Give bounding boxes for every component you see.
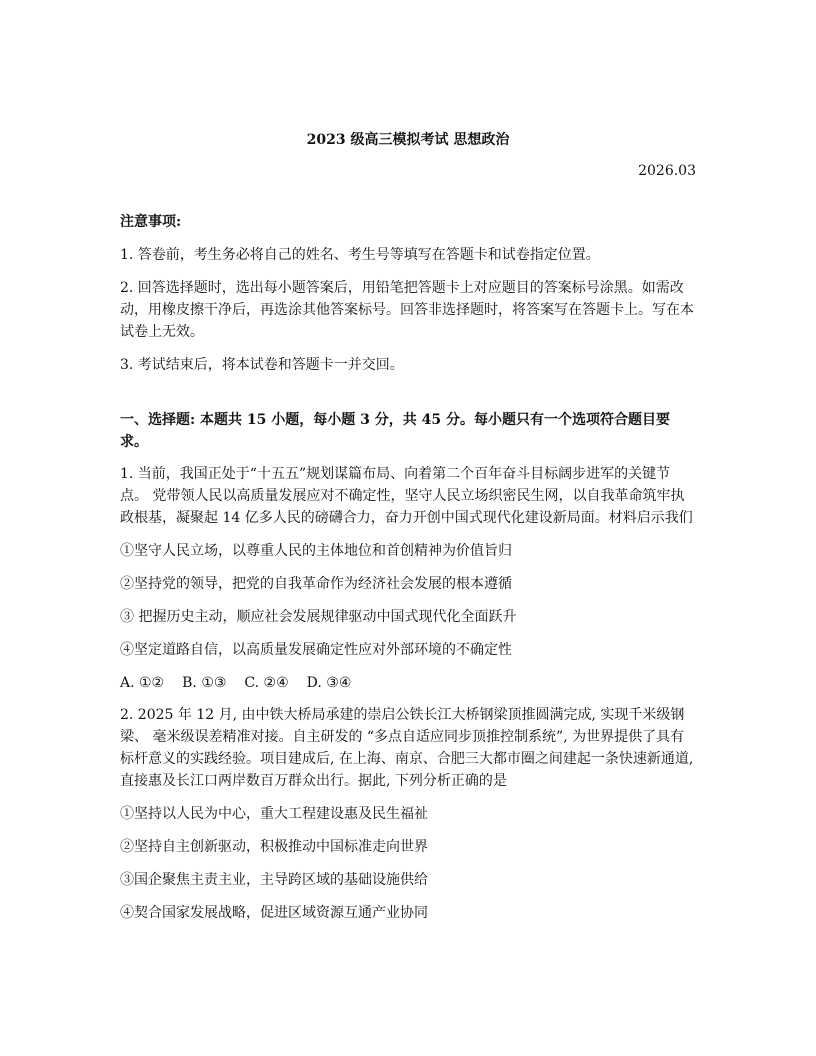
- notice-item-2: 2. 回答选择题时，选出每小题答案后，用铅笔把答题卡上对应题目的答案标号涂黑。如需改动，用橡皮擦干净后，再选涂其他答案标号。回答非选择题时，将答案写在答题卡上。写在本试卷上无效。: [120, 280, 694, 340]
- notice-heading: 注意事项:: [120, 214, 182, 230]
- question-1-option-1: ①坚守人民立场，以尊重人民的主体地位和首创精神为价值旨归: [120, 543, 512, 559]
- choice-d: D. ③④: [306, 675, 352, 691]
- question-2-option-4: ④契合国家发展战略，促进区域资源互通产业协同: [120, 905, 428, 921]
- question-1-option-3: ③ 把握历史主动，顺应社会发展规律驱动中国式现代化全面跃升: [120, 609, 517, 625]
- choice-c: C. ②④: [244, 675, 289, 691]
- question-2-option-1: ①坚持以人民为中心，重大工程建设惠及民生福祉: [120, 806, 428, 822]
- exam-title: 2023 级高三模拟考试 思想政治: [306, 132, 510, 148]
- notice-item-1: 1. 答卷前，考生务必将自己的姓名、考生号等填写在答题卡和试卷指定位置。: [120, 247, 600, 263]
- choice-a: A. ①②: [120, 675, 165, 691]
- question-1-option-4: ④坚定道路自信，以高质量发展确定性应对外部环境的不确定性: [120, 642, 512, 658]
- exam-body: [120, 211, 696, 935]
- question-2-option-3: ③国企聚焦主责主业，主导跨区域的基础设施供给: [120, 872, 428, 888]
- question-1-option-2: ②坚持党的领导，把党的自我革命作为经济社会发展的根本遵循: [120, 576, 512, 592]
- question-1-stem: 1. 当前，我国正处于“十五五”规划谋篇布局、向着第二个百年奋斗目标阔步进军的关键节点。 党带领人民以高质量发展应对不确定性，坚守人民立场织密民生网，以自我革命筑牢执政根基，凝聚起 14 亿多人民的磅礴合力，奋力开创中国式现代化建设新局面。材料启示我们: [120, 466, 693, 526]
- notice-item-3: 3. 考试结束后，将本试卷和答题卡一并交回。: [120, 357, 404, 373]
- choice-b: B. ①③: [182, 675, 227, 691]
- question-2-option-2: ②坚持自主创新驱动，积极推动中国标准走向世界: [120, 839, 428, 855]
- exam-date: 2026.03: [638, 163, 696, 179]
- question-2-stem: 2. 2025 年 12 月, 由中铁大桥局承建的崇启公铁长江大桥钢梁顶推圆满完成, 实现千米级钢梁、 毫米级误差精准对接。自主研发的 “多点自适应同步顶推控制系统”, 为世界提供了具有标杆意义的实践经验。项目建成后, 在上海、南京、合肥三大都市圈之间建起一条快速新通道, 直接惠及长江口两岸数百万群众出行。据此, 下列分析正确的是: [120, 707, 694, 789]
- question-1-choices: [120, 672, 696, 694]
- exam-page: [120, 0, 696, 1056]
- section-heading: 一、选择题: 本题共 15 小题，每小题 3 分，共 45 分。每小题只有一个选项符合题目要求。: [120, 412, 670, 450]
